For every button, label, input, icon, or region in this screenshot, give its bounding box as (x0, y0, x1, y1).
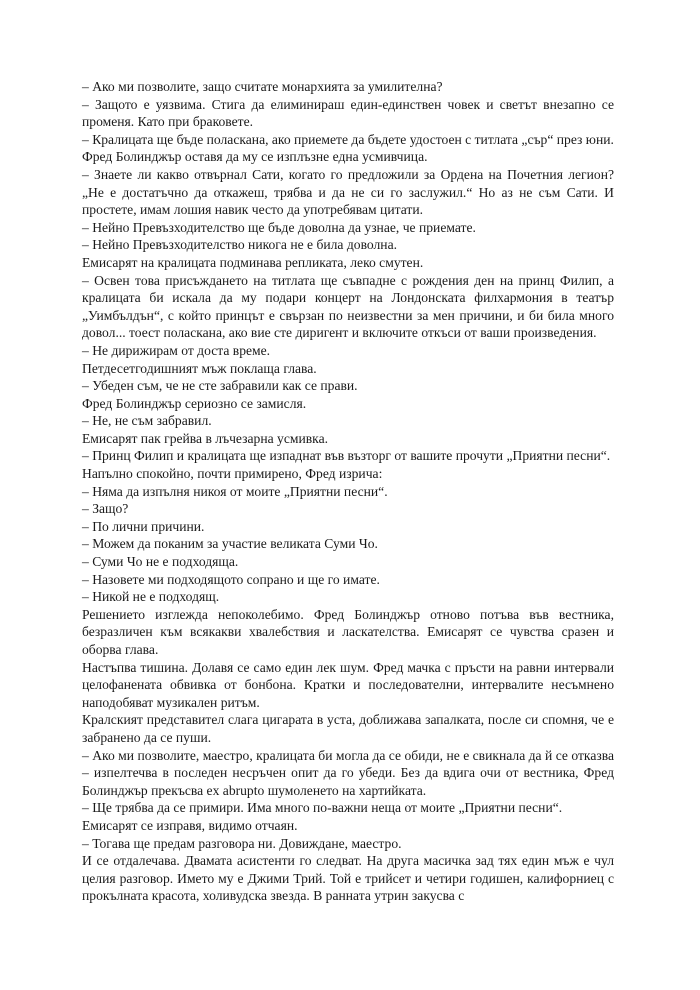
paragraph: – Ако ми позволите, маестро, кралицата би могла да се обиди, не е свикнала да й се отказва – изпелтечва в последен несръчен опит да го убеди. Без да вдига очи от вестника, Фред Болинджър прекъсва ex abrupto шумоленето на хартийката. (82, 747, 614, 798)
paragraph: – Знаете ли какво отвърнал Сати, когато го предложили за Ордена на Почетния легион? „Не е достатъчно да откажеш, трябва и да не си го заслужил.“ Но аз не съм Сати. И простете, имам лошия навик често да употребявам цитати. (82, 166, 614, 218)
paragraph: Фред Болинджър сериозно се замисля. (82, 395, 307, 411)
paragraph: – Нейно Превъзходителство никога не е била доволна. (82, 237, 398, 253)
paragraph: – Ще трябва да се примири. Има много по-важни неща от моите „Приятни песни“. (82, 800, 563, 816)
paragraph: Емисарят на кралицата подминава репликата, леко смутен. (82, 254, 424, 270)
document-body (82, 78, 614, 905)
paragraph: – Никой не е подходящ. (82, 589, 220, 605)
paragraph: – Суми Чо не е подходяща. (82, 554, 239, 570)
paragraph: – Тогава ще предам разговора ни. Довиждане, маестро. (82, 835, 402, 851)
paragraph: Настъпва тишина. Долавя се само един лек шум. Фред мачка с пръсти на равни интервали целофанената обвивка от бонбона. Кратки и последователни, интервалите несъмнено наподобяват музикален ритъм. (82, 659, 614, 710)
paragraph: – Ако ми позволите, защо считате монархията за умилителна? (82, 79, 443, 94)
paragraph: – Убеден съм, че не сте забравили как се прави. (82, 378, 358, 394)
paragraph: Емисарят пак грейва в лъчезарна усмивка. (82, 430, 328, 446)
paragraph: – Можем да поканим за участие великата Суми Чо. (82, 536, 378, 552)
paragraph: – Нейно Превъзходителство ще бъде доволна да узнае, че приемате. (82, 219, 476, 235)
paragraph: Емисарят се изправя, видимо отчаян. (82, 817, 298, 833)
paragraph: Фред Болинджър оставя да му се изплъзне една усмивчица. (82, 149, 428, 165)
paragraph: Петдесетгодишният мъж поклаща глава. (82, 360, 317, 376)
paragraph: – Няма да изпълня никоя от моите „Приятни песни“. (82, 483, 388, 499)
paragraph: – Не, не съм забравил. (82, 413, 212, 429)
paragraph: – Принц Филип и кралицата ще изпаднат във възторг от вашите прочути „Приятни песни“. (82, 448, 611, 464)
paragraph: – Кралицата ще бъде поласкана, ако приемете да бъдете удостоен с титлата „сър“ през юни. (82, 131, 614, 147)
paragraph: Решението изглежда непоколебимо. Фред Болинджър отново потъва във вестника, безразличен към всякакви хвалебствия и ласкателства. Емисарят се чувства сразен и оборва глава. (82, 606, 614, 657)
paragraph: Напълно спокойно, почти примирено, Фред изрича: (82, 466, 383, 482)
paragraph: – Освен това присъждането на титлата ще съвпадне с рождения ден на принц Филип, а кралицата би искала да му подари концерт на Лондонската филхармония в театър „Уимбълдън“, с който принцът е свързан по неизвестни за мен причини, и би била много довол... тоест поласкана, ако вие сте диригент и включите откъси от ваши произведения. (82, 272, 614, 341)
paragraph: – Защо? (82, 501, 129, 517)
paragraph: И се отдалечава. Двамата асистенти го следват. На друга масичка зад тях един мъж е чул целия разговор. Името му е Джими Трий. Той е трийсет и четири годишен, калифорниец с прокълната красота, холивудска звезда. В ранната утрин закусва с (82, 853, 614, 904)
paragraph: – Назовете ми подходящото сопрано и ще го имате. (82, 571, 380, 587)
paragraph: – Защото е уязвима. Стига да елиминираш един-единствен човек и светът внезапно се променя. Като при браковете. (82, 96, 614, 130)
paragraph: – По лични причини. (82, 518, 205, 534)
paragraph: – Не дирижирам от доста време. (82, 342, 271, 358)
paragraph: Кралският представител слага цигарата в уста, доближава запалката, после си спомня, че е забранено да се пуши. (82, 712, 614, 745)
